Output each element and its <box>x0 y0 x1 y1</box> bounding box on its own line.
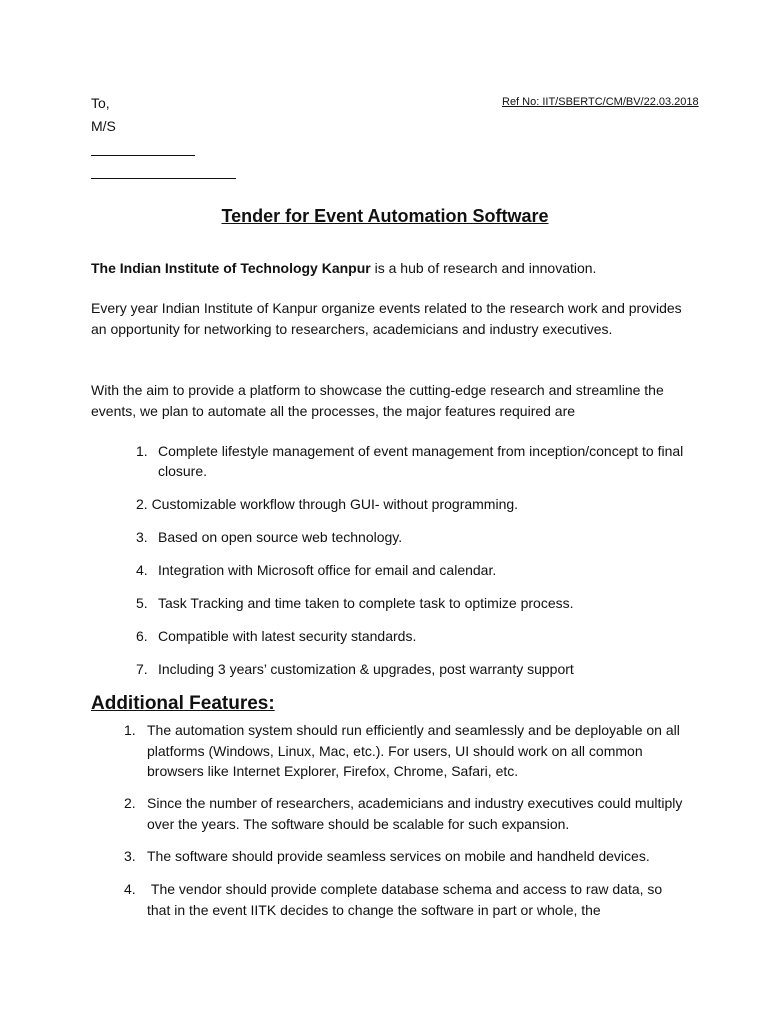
list-item-number: 1. <box>124 722 136 738</box>
document-title <box>0 204 770 228</box>
list-item <box>0 441 770 483</box>
list-item-number: 1. <box>136 443 148 459</box>
list-item <box>0 659 770 679</box>
list-item-number: 4. <box>136 562 148 578</box>
blank-line-1 <box>91 155 195 156</box>
list-item <box>0 593 770 613</box>
list-item <box>0 846 770 867</box>
institute-name: The Indian Institute of Technology Kanpur <box>91 260 371 276</box>
list-item-text: Since the number of researchers, academicians and industry executives could multiply over the years. The software should be scalable for such expansion. <box>147 795 683 832</box>
list-item <box>0 626 770 646</box>
list-item-text: Task Tracking and time taken to complete task to optimize process. <box>158 595 574 611</box>
list-item-text: The vendor should provide complete database schema and access to raw data, so that in the event IITK decides to change the software in part or whole, the <box>147 881 667 918</box>
blank-line-2 <box>91 178 236 179</box>
intro-paragraph <box>91 258 691 279</box>
list-item-text: Compatible with latest security standards. <box>158 628 417 644</box>
list-item-text: The automation system should run efficiently and seamlessly and be deployable on all platforms (Windows, Linux, Mac, etc.). For users, UI should work on all common browsers like Internet Explorer, Firefox, Chrome, Safari, etc. <box>147 722 680 779</box>
list-item-text: Complete lifestyle management of event management from inception/concept to final closure. <box>158 443 684 479</box>
paragraph-events: Every year Indian Institute of Kanpur organize events related to the research work and provides an opportunity for networking to researchers, academicians and industry executives. <box>91 300 682 337</box>
list-item-number: 3. <box>136 529 148 545</box>
document-title-text: Tender for Event Automation Software <box>221 206 549 226</box>
list-item <box>0 879 770 920</box>
additional-features-heading: Additional Features: <box>91 693 275 714</box>
list-item-number: 5. <box>136 595 148 611</box>
list-item <box>0 720 770 782</box>
intro-rest: is a hub of research and innovation. <box>370 260 597 276</box>
list-item-text: 2. Customizable workflow through GUI- without programming. <box>136 496 519 512</box>
list-item-text: Including 3 years’ customization & upgrades, post warranty support <box>158 661 574 677</box>
list-item-number: 4. <box>124 881 136 897</box>
list-item-number: 3. <box>124 848 136 864</box>
recipient-to: To, <box>91 95 110 111</box>
list-item-number: 7. <box>136 661 148 677</box>
recipient-ms: M/S <box>91 118 116 134</box>
list-item-number: 6. <box>136 628 148 644</box>
list-item-number: 2. <box>124 795 136 811</box>
list-item-text: The software should provide seamless services on mobile and handheld devices. <box>147 848 650 864</box>
list-item <box>0 494 770 514</box>
paragraph-aim: With the aim to provide a platform to showcase the cutting-edge research and streamline the events, we plan to automate all the processes, the major features required are <box>91 382 664 419</box>
list-item <box>0 793 770 834</box>
list-item <box>0 560 770 580</box>
list-item-text: Integration with Microsoft office for email and calendar. <box>158 562 497 578</box>
list-item-text: Based on open source web technology. <box>158 529 403 545</box>
reference-number: Ref No: IIT/SBERTC/CM/BV/22.03.2018 <box>502 96 699 108</box>
list-item <box>0 527 770 547</box>
